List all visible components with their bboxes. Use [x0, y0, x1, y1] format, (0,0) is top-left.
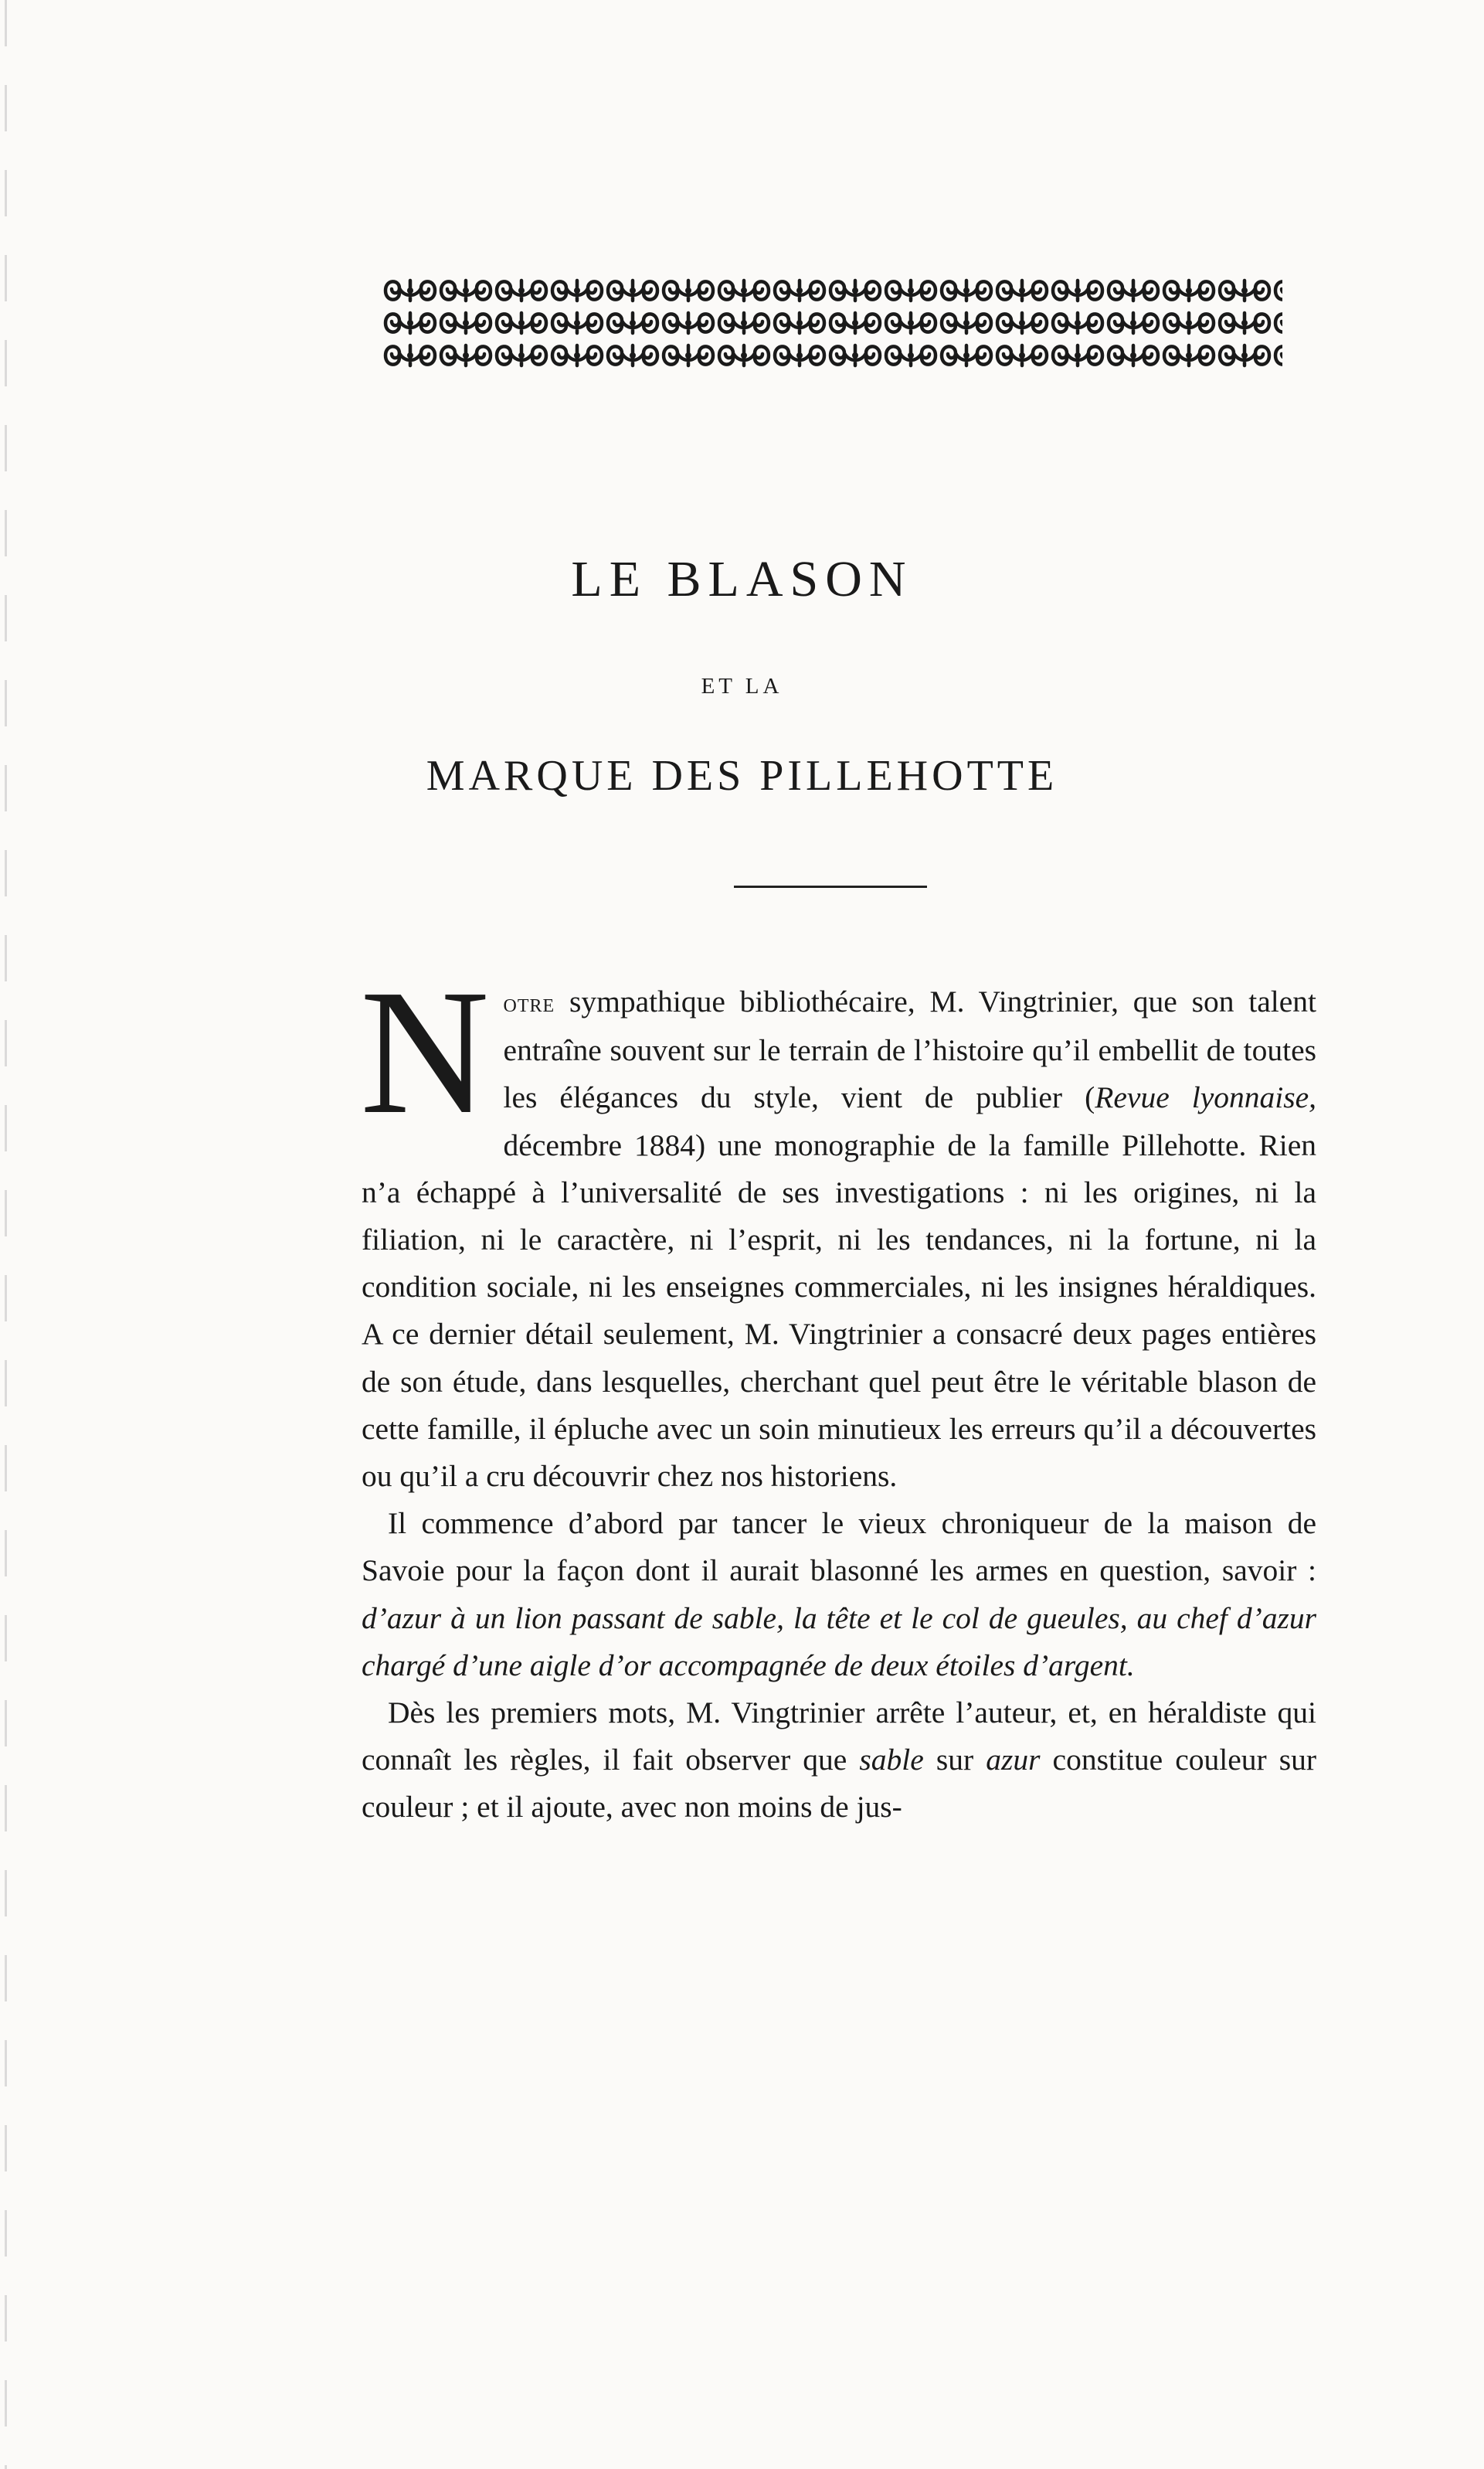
paragraph-3-italic-b: azur [986, 1743, 1041, 1777]
page-subtitle: MARQUE DES PILLEHOTTE [426, 752, 1058, 800]
paragraph-3-text-a: Dès les premiers mots, M. Vingtrinier arrête l’auteur, et, en héraldiste qui connaît les règles, il fait observer que [362, 1695, 1316, 1777]
paragraph-2-text-a: Il commence d’abord par tancer le vieux chroniqueur de la maison de Savoie pour la façon dont il aurait blasonné les armes en question, savoir : [362, 1506, 1316, 1588]
paragraph-1-text-a: sympathique bibliothécaire, M. Vingtrinier, que son talent entraîne souvent sur le terrain de l’histoire qu’il embellit de toutes les élégances du style, vient de publier ( [503, 985, 1316, 1115]
lead-word: otre [503, 989, 555, 1018]
page-title: LE BLASON [571, 551, 913, 607]
title-rule [734, 886, 927, 888]
paragraph-2-italic: d’azur à un lion passant de sable, la tête et le col de gueules, au chef d’azur chargé d’une aigle d’or accompagnée de deux étoiles d’argent. [362, 1600, 1316, 1682]
title-connector: ET LA [701, 674, 783, 699]
ornamental-band-icon [382, 274, 1282, 372]
page-edge-shadow [5, 0, 7, 2469]
paragraph-2 [362, 1500, 1316, 1689]
paragraph-1 [360, 953, 1317, 1500]
paragraph-1-italic: Revue lyonnaise, [1095, 1080, 1317, 1115]
paragraph-3-text-b: sur [923, 1743, 987, 1777]
article-body [360, 953, 1317, 1831]
paragraph-3 [362, 1689, 1316, 1831]
paragraph-3-text-c: constitue couleur sur couleur ; et il ajoute, avec non moins de jus- [362, 1743, 1316, 1825]
paragraph-1-text-b: décembre 1884) une monographie de la famille Pillehotte. Rien n’a échappé à l’universalité de ses investigations : ni les origines, ni la filiation, ni le caractère, ni l’esprit, ni les tendances, ni la fortune, ni la condition sociale, ni les enseignes commerciales, ni les insignes héraldiques. A ce dernier détail seulement, M. Vingtrinier a consacré deux pages entières de son étude, dans lesquelles, cherchant quel peut être le véritable blason de cette famille, il épluche avec un soin minutieux les erreurs qu’il a découvertes ou qu’il a cru découvrir chez nos historiens. [362, 1127, 1316, 1494]
paragraph-3-italic-a: sable [859, 1743, 924, 1777]
drop-cap: N [360, 953, 490, 1151]
